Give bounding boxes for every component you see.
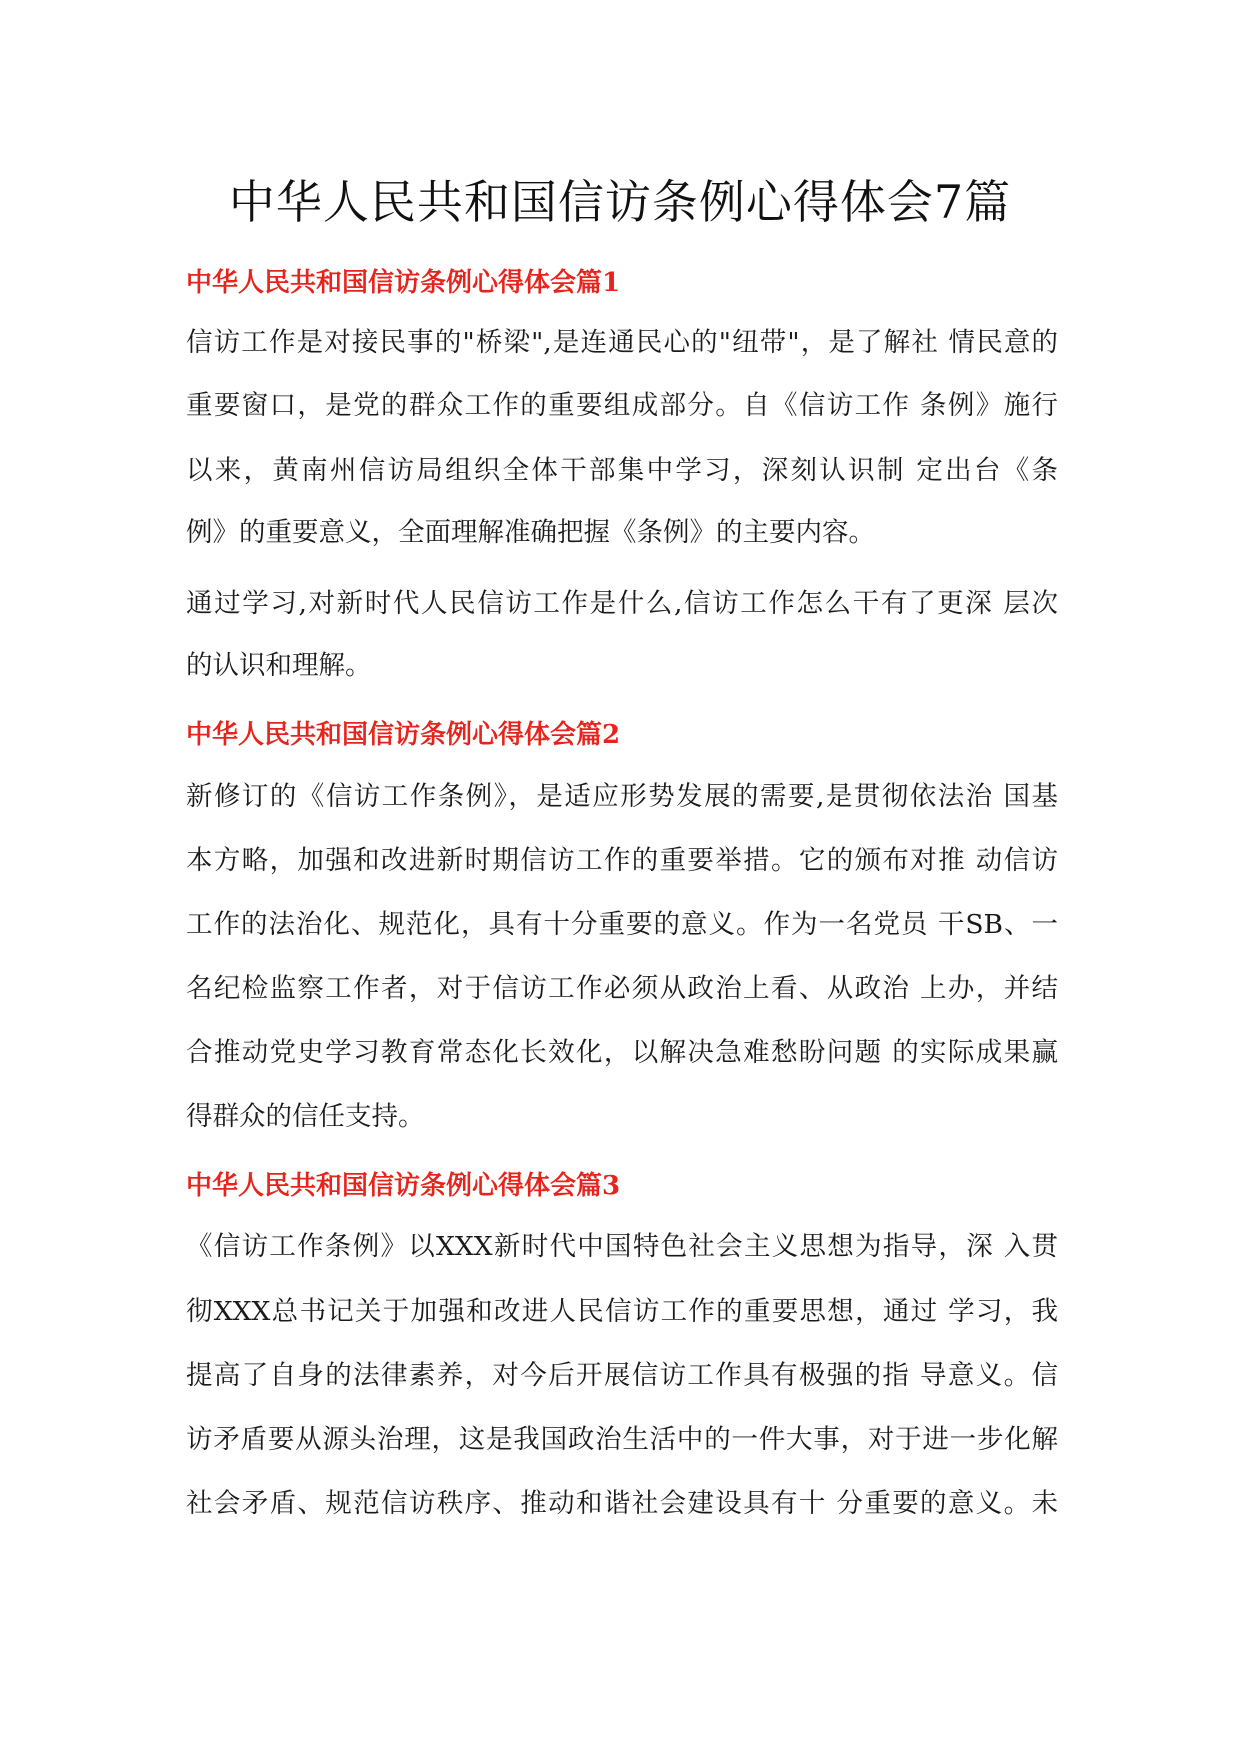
paragraph-line: 信访工作是对接民事的"桥梁",是连通民心的"纽带"，是了解社 情民意的 [186, 327, 1058, 358]
paragraph-line: 得群众的信任支持。 [186, 1101, 425, 1132]
paragraph-line: 重要窗口，是党的群众工作的重要组成部分。自《信访工作 条例》施行 [186, 390, 1058, 421]
paragraph-line: 彻XXX总书记关于加强和改进人民信访工作的重要思想，通过 学习，我 [186, 1296, 1058, 1327]
paragraph-line: 访矛盾要从源头治理，这是我国政治生活中的一件大事，对于进一步化解 [186, 1424, 1058, 1455]
paragraph-line: 新修订的《信访工作条例》，是适应形势发展的需要,是贯彻依法治 国基 [186, 781, 1058, 812]
paragraph-line: 的认识和理解。 [186, 650, 372, 681]
paragraph-line: 合推动党史学习教育常态化长效化，以解决急难愁盼问题 的实际成果赢 [186, 1037, 1058, 1068]
section-heading-1: 中华人民共和国信访条例心得体会篇1 [186, 268, 621, 298]
paragraph-line: 例》的重要意义，全面理解准确把握《条例》的主要内容。 [186, 517, 875, 548]
paragraph-line: 社会矛盾、规范信访秩序、推动和谐社会建设具有十 分重要的意义。未 [186, 1488, 1058, 1519]
section-heading-2: 中华人民共和国信访条例心得体会篇2 [186, 720, 621, 750]
paragraph-line: 名纪检监察工作者，对于信访工作必须从政治上看、从政治 上办，并结 [186, 973, 1058, 1004]
paragraph-line: 通过学习,对新时代人民信访工作是什么,信访工作怎么干有了更深 层次 [186, 588, 1058, 619]
paragraph-line: 以来，黄南州信访局组织全体干部集中学习，深刻认识制 定出台《条 [186, 455, 1058, 486]
document-title: 中华人民共和国信访条例心得体会7篇 [228, 175, 1012, 229]
paragraph-line: 提高了自身的法律素养，对今后开展信访工作具有极强的指 导意义。信 [186, 1360, 1058, 1391]
section-heading-3: 中华人民共和国信访条例心得体会篇3 [186, 1171, 621, 1201]
paragraph-line: 本方略，加强和改进新时期信访工作的重要举措。它的颁布对推 动信访 [186, 845, 1058, 876]
paragraph-line: 《信访工作条例》以XXX新时代中国特色社会主义思想为指导，深 入贯 [186, 1231, 1058, 1262]
paragraph-line: 工作的法治化、规范化，具有十分重要的意义。作为一名党员 干SB、一 [186, 909, 1058, 940]
